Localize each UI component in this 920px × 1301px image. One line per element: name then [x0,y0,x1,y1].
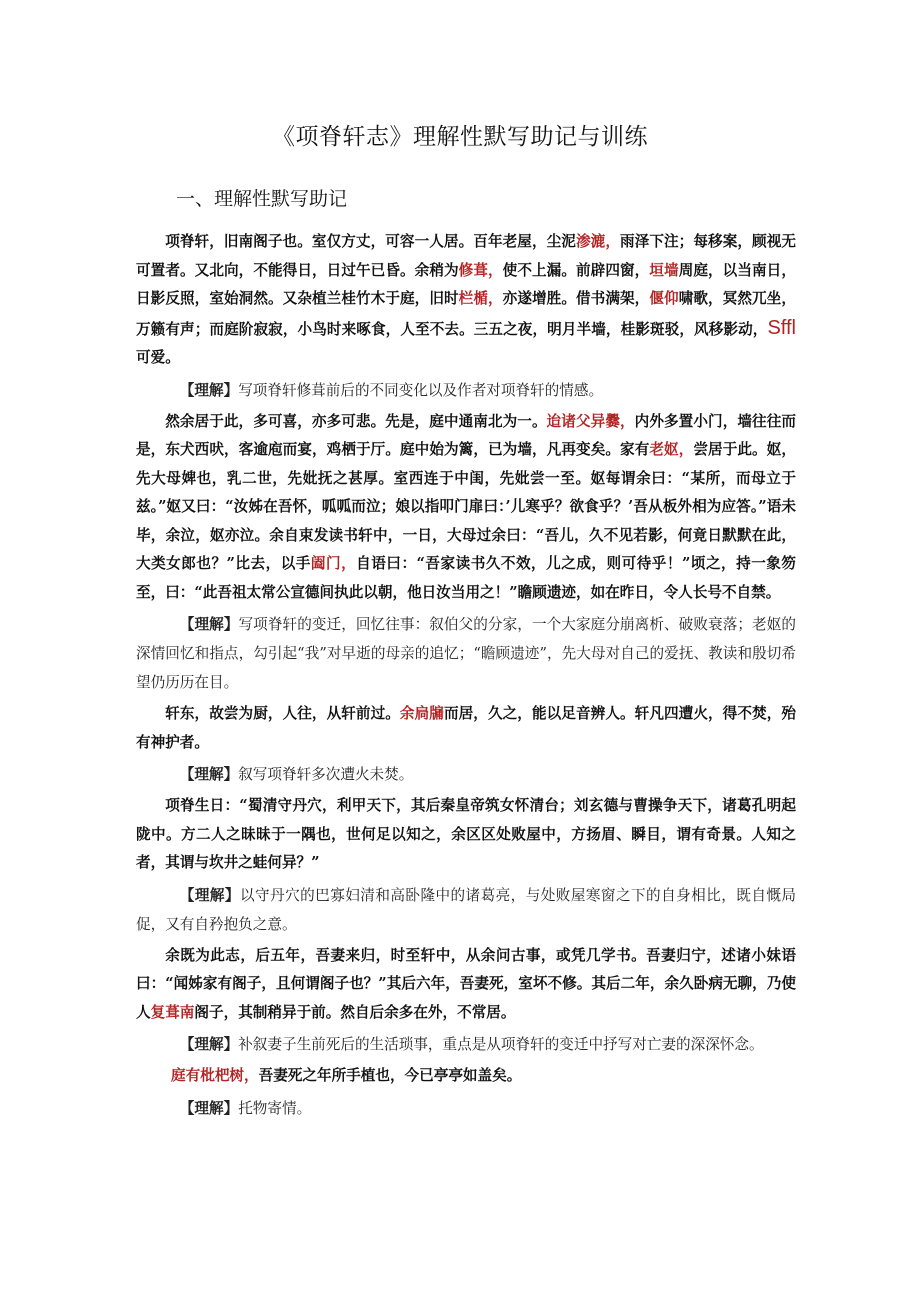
note-label: 【理解】 [179,616,239,633]
text-run: 内外多置小门，墙往往而是，东犬西吠，客逾庖而宴，鸡栖于厅。庭中始为篱，已为墙，凡再变矣。家有 [136,412,796,458]
text-run: 吾妻死之年所手植也，今已亭亭如盖矣。 [258,1067,522,1084]
note-text: 写项脊轩的变迁，回忆往事：叙伯父的分家，一个大家庭分崩离析、破败衰落；老妪的深情回忆和指点，勾引起“我”对早逝的母亲的追忆；“瞻顾遗迹”，先大母对自己的爱抚、教读和殷切希望仍历历在目。 [136,616,796,691]
original-text-paragraph-2 [136,408,796,608]
comprehension-note-1 [136,376,796,405]
note-text: 叙写项脊轩多次遭火未焚。 [238,766,414,783]
original-text-paragraph-5 [136,942,796,1028]
note-text: 写项脊轩修葺前后的不同变化以及作者对项脊轩的情感。 [238,381,604,399]
comprehension-note-6 [136,1094,796,1123]
original-text-paragraph-6 [136,1062,796,1091]
note-label: 【理解】 [179,886,240,904]
document-body [136,228,796,1126]
highlight-term: 迨诸父异爨， [546,412,635,430]
text-run: 雨泽下注；每移案，顾视无可置者。又北向，不能得日，日过午已昏。余稍为 [136,233,796,279]
original-text-paragraph-4 [136,792,796,878]
section-heading: 一、理解性默写助记 [176,188,348,210]
comprehension-note-5 [136,1030,796,1059]
note-label: 【理解】 [179,1036,239,1053]
highlight-term: 庭有枇杷树， [171,1067,259,1084]
note-label: 【理解】 [179,381,239,399]
original-text-paragraph-1 [136,228,796,373]
text-run: 啸歌，冥然兀坐，万籁有声；而庭阶寂寂，小鸟时来啄食，人至不去。三五之夜，明月半墙，桂影斑驳，风移影动， [136,290,796,338]
text-run: 而居，久之，能以足音辨人。轩凡四遭火，得不焚，殆有神护者。 [136,705,796,751]
document-title: 《项脊轩志》理解性默写助记与训练 [272,124,648,150]
note-label: 【理解】 [179,766,239,783]
highlight-term: 阖门， [310,555,357,572]
text-run: 然余居于此，多可喜，亦多可悲。先是，庭中通南北为一。 [165,412,547,430]
text-run: 轩东，故尝为厨，人往，从轩前过。 [165,705,400,722]
text-run: 尝居于此。妪，先大母婢也，乳二世，先妣抚之甚厚。室西连于中闺，先妣尝一至。妪每谓余曰：“某所，而母立于兹。”妪又曰：“汝姊在吾怀，呱呱而泣；娘以指叩门扉曰：’儿寒乎？欲食乎？’吾从板外相为应答。”语未毕，余泣，妪亦泣。余自束发读书轩中，一日，大母过余曰：“吾儿，久不见若影，何竟日默默在此，大类女郎也？”比去，以手 [136,441,796,572]
text-run: 阁子，其制稍异于前。然自后余多在外，不常居。 [194,1003,516,1021]
text-run: 余既为此志，后五年，吾妻来归，时至轩中，从余问古事，或凭几学书。吾妻归宁，述诸小妹语曰：“闻姊家有阁子，且何谓阁子也？”其后六年，吾妻死，室坏不修。其后二年，余久卧病无聊，乃使人 [136,946,796,1021]
highlight-term: 修葺， [458,261,503,279]
highlight-term: 老妪， [649,441,694,458]
text-run: 项脊轩，旧南阁子也。室仅方丈，可容一人居。百年老屋，尘泥 [165,233,576,250]
highlight-term: Sffl [767,316,796,339]
highlight-term: 余扃牖 [399,705,444,722]
highlight-term: 偃仰 [649,290,679,307]
text-run: 亦遂增胜。借书满架， [502,290,650,307]
text-run: 使不上漏。前辟四窗， [502,261,650,279]
note-text: 补叙妻子生前死后的生活琐事，重点是从项脊轩的变迁中抒写对亡妻的深深怀念。 [238,1036,764,1053]
highlight-term: 栏楯， [458,290,503,307]
note-text: 以守丹穴的巴寡妇清和高卧隆中的诸葛亮，与处败屋寒窗之下的自身相比，既自慨局促，又有自矜抱负之意。 [136,886,796,933]
note-text: 托物寄情。 [238,1099,312,1117]
comprehension-note-3 [136,760,796,789]
highlight-term: 渗漉， [575,233,620,250]
text-run: 周庭，以当南日，日影反照，室始洞然。又杂植兰桂竹木于庭，旧时 [136,261,796,307]
note-label: 【理解】 [179,1099,239,1117]
text-run: 可爱。 [136,349,180,366]
highlight-term: 复葺南 [150,1003,195,1021]
highlight-term: 垣墙 [649,261,679,279]
text-run: 自语曰：“吾家读书久不效，儿之成，则可待乎！”顷之，持一象笏至，曰：“此吾祖太常公宣德间执此以朝，他日汝当用之！”瞻顾遗迹，如在昨日，令人长号不自禁。 [136,555,796,601]
comprehension-note-4 [136,881,796,939]
original-text-paragraph-3 [136,700,796,757]
comprehension-note-2 [136,610,796,697]
text-run: 项脊生日：“蜀清守丹穴，利甲天下，其后秦皇帝筑女怀清台；刘玄德与曹操争天下，诸葛孔明起陇中。方二人之昧昧于一隅也，世何足以知之，余区区处败屋中，方扬眉、瞬目，谓有奇景。人知之者，其谓与坎井之蛙何异？” [136,797,796,871]
